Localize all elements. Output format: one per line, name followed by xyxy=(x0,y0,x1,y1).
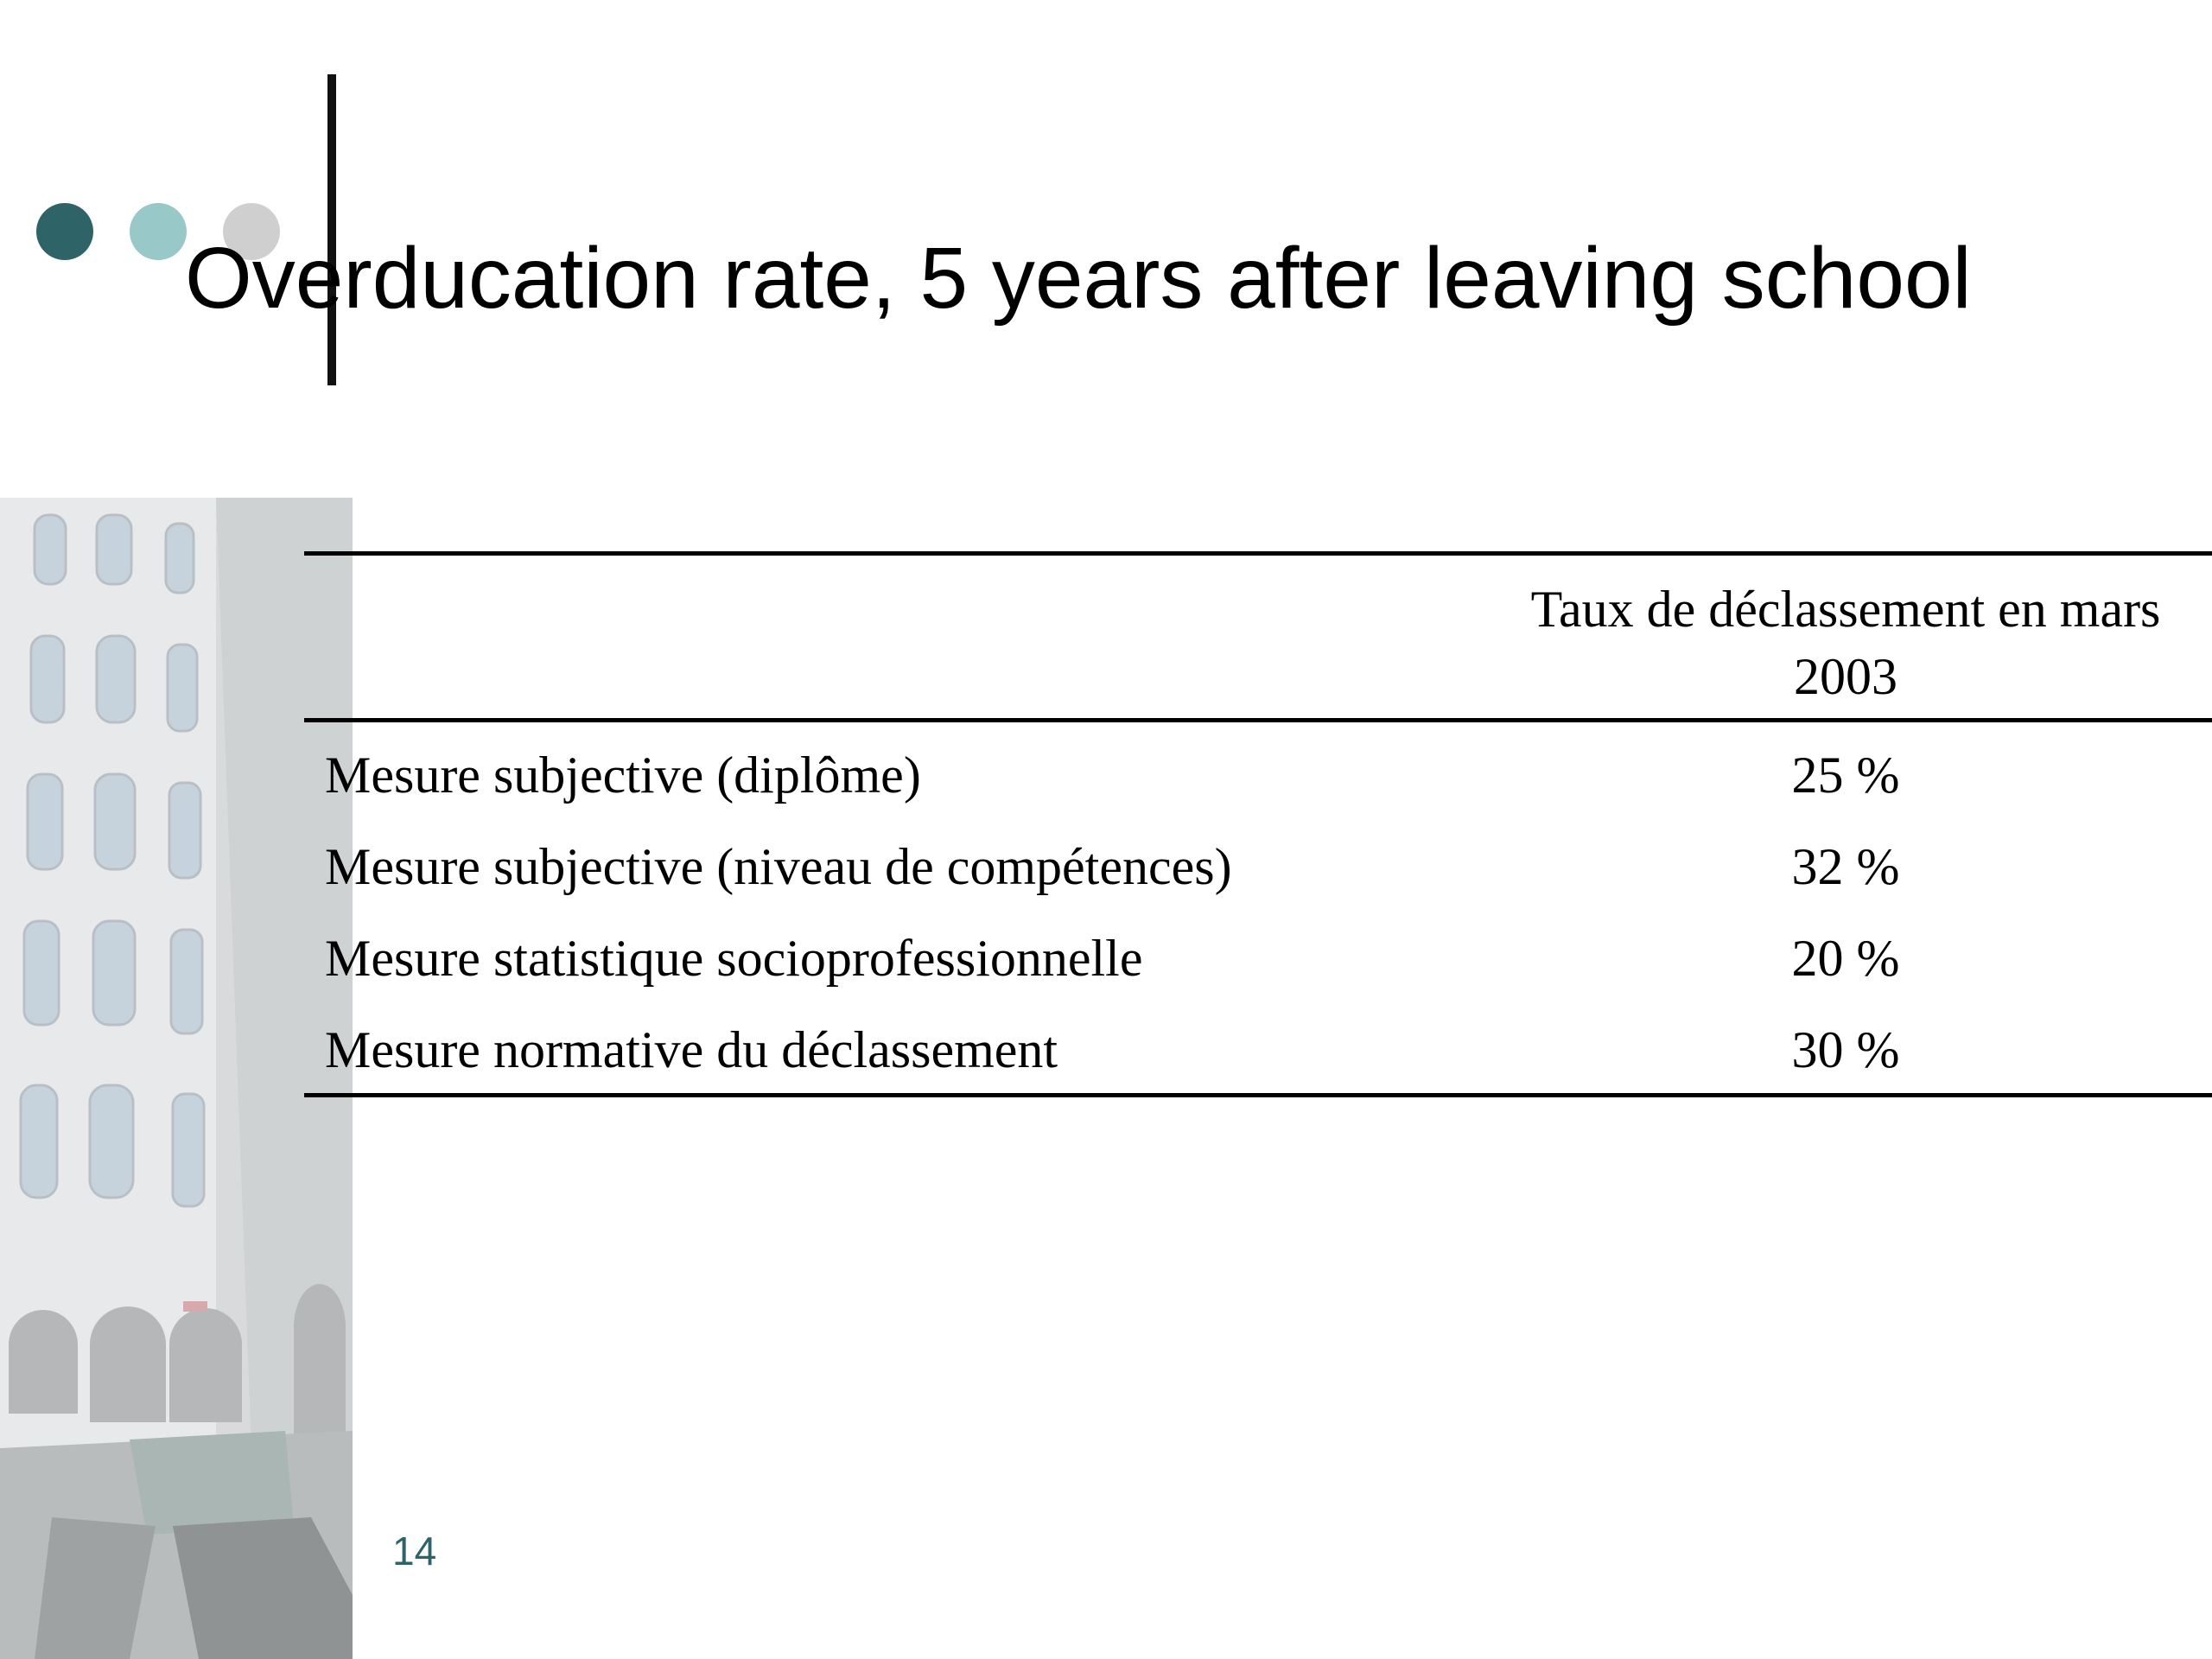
table-top-rule xyxy=(304,551,2212,556)
table-bottom-rule xyxy=(304,1093,2212,1097)
table-header-rule xyxy=(304,718,2212,722)
table-row xyxy=(304,1004,2212,1096)
page-number: 14 xyxy=(392,1529,437,1573)
row-label: Mesure statistique socioprofessionnelle xyxy=(325,930,1143,987)
row-label: Mesure subjective (diplôme) xyxy=(325,747,921,804)
building-photo xyxy=(0,498,353,1659)
row-value: 32 % xyxy=(1791,838,1900,895)
row-value: 20 % xyxy=(1791,930,1900,987)
table-row xyxy=(304,912,2212,1004)
table-column-header: Taux de déclassement en mars 2003 xyxy=(1530,581,2161,705)
decorative-dot-dark xyxy=(36,203,93,260)
table-row xyxy=(304,821,2212,912)
row-label: Mesure normative du déclassement xyxy=(325,1021,1058,1078)
row-value: 25 % xyxy=(1791,747,1900,804)
row-label: Mesure subjective (niveau de compétences) xyxy=(325,838,1232,895)
slide-title: Overducation rate, 5 years after leaving school xyxy=(185,230,1972,327)
decorative-dot-light xyxy=(130,203,187,260)
table-row xyxy=(304,729,2212,821)
row-value: 30 % xyxy=(1791,1021,1900,1078)
